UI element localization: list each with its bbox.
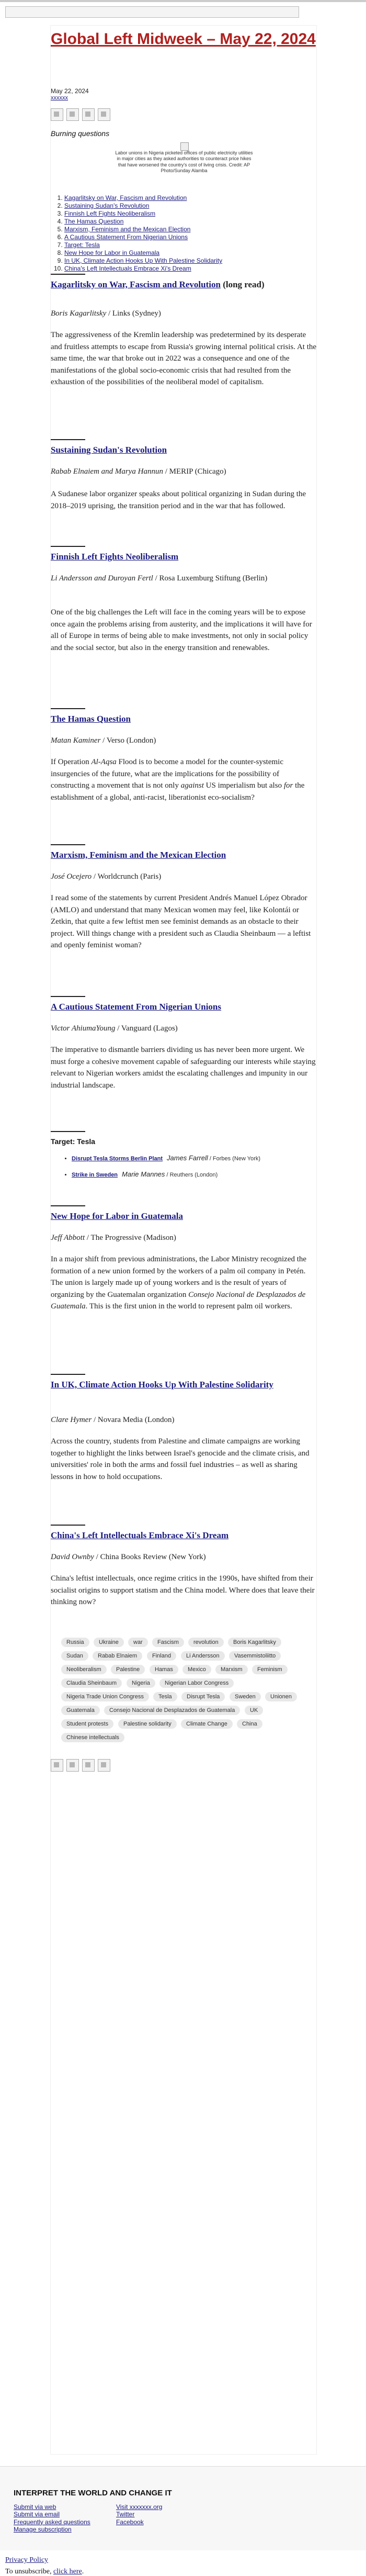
story-title[interactable]: China's Left Intellectuals Embrace Xi's Dream [51,1530,229,1540]
footer-link[interactable]: Facebook [116,2518,144,2526]
target-list [51,1154,337,1186]
target-item: • Disrupt Tesla Storms Berlin Plant James Farrell / Forbes (New York) [72,1154,337,1163]
tag-chip[interactable]: China [237,1719,262,1729]
story-divider [51,1205,85,1206]
tag-chip[interactable]: Ukraine [94,1638,124,1647]
footer-link[interactable]: Submit via email [14,2511,60,2518]
tag-chip[interactable]: Palestine solidarity [118,1719,177,1729]
story-title[interactable]: Kagarlitsky on War, Fascism and Revolution (long read) [51,279,265,289]
tag-chip[interactable]: Mexico [182,1665,211,1674]
story-title[interactable]: In UK, Climate Action Hooks Up With Palestine Solidarity [51,1380,273,1390]
story-byline: Jeff Abbott / The Progressive (Madison) [51,1234,176,1242]
tag-chip[interactable]: revolution [188,1638,224,1647]
story-divider [51,996,85,997]
story-divider [51,1525,85,1526]
story-body: One of the big challenges the Left will face in the coming years will be to expose once again the problems arising from austerity, and the implications it will have for all of Europe in terms of being able to make investments, not only in social policy and the social sector, but also in the energy transition and renewables. [51,608,312,652]
footer [0,2466,366,2550]
footer-link[interactable]: Submit via web [14,2503,56,2511]
story-title[interactable]: New Hope for Labor in Guatemala [51,1211,183,1221]
story-title[interactable]: Sustaining Sudan's Revolution [51,445,167,455]
tag-chip[interactable]: Hamas [150,1665,178,1674]
story-body: The aggressiveness of the Kremlin leadership was predetermined by its desperate and fruitless attempts to escape from Russia's growing internal political crisis. At the same time, the war that broke out in 2022 was a consequence and one of the manifestations of the global socio-economic crisis that had resulted from the exhaustion of the possibilities of the neoliberal model of capitalism. [51,331,317,386]
top-rule [0,0,366,2]
story-title[interactable]: Finnish Left Fights Neoliberalism [51,552,179,562]
preheader-bar [5,6,299,18]
story-byline: Boris Kagarlitsky / Links (Sydney) [51,309,161,318]
footer-link[interactable]: Manage subscription [14,2526,72,2534]
story-body: In a major shift from previous administrations, the Labor Ministry recognized the formation of a new union formed by the workers of a palm oil company in Petén. The union is largely made up of young workers and is the result of years of organizing by the Guatemalan organization Consejo Nacional de Desplazados de Guatemala. This is the first union in the world to represent palm oil workers. [51,1255,307,1311]
hero-image [180,142,189,151]
share-icon-email[interactable] [82,108,95,121]
tag-chip[interactable]: Nigeria Trade Union Congress [61,1692,149,1701]
story-divider [51,708,85,709]
tag-chip[interactable]: Fascism [152,1638,184,1647]
tag-chip[interactable]: Nigerian Labor Congress [159,1678,234,1688]
tag-chip[interactable]: Disrupt Tesla [181,1692,225,1701]
issue-badge-link[interactable]: xxxxxx [51,95,68,101]
issue-date: May 22, 2024 [51,87,89,95]
tag-chip[interactable]: Boris Kagarlitsky [228,1638,281,1647]
target-item: • Strike in Sweden Marie Mannes / Reuthers (London) [72,1170,337,1179]
privacy-policy-link[interactable]: Privacy Policy [5,2556,49,2564]
toc-item[interactable]: 1. Kagarlitsky on War, Fascism and Revolution [64,194,330,202]
toc-item[interactable]: 8. New Hope for Labor in Guatemala [64,249,330,257]
story-byline: David Ownby / China Books Review (New York) [51,1553,206,1561]
unsubscribe-line: To unsubscribe, click here. [5,2568,84,2575]
toc-item[interactable]: 10. China's Left Intellectuals Embrace Xi's Dream [64,265,330,273]
story-byline: Victor AhiumaYoung / Vanguard (Lagos) [51,1024,178,1033]
newsletter-title[interactable]: Global Left Midweek – May 22, 2024 [51,30,316,48]
story-body: I read some of the statements by current President Andrés Manuel López Obrador (AMLO) and understand that many Mexican women may feel, like Kolontái or Zetkin, that quite a few leftist men see feminist demands as an obstacle to their project. Will things change with a president such as Claudia Sheinbaum — a leftist and openly feminist woman? [51,894,311,949]
story-body: Across the country, students from Palestine and climate campaigns are working together to highlight the links between Israel's genocide and the climate crisis, and universities' role in both the arms and fossil fuel industries – as well as sharing lessons in how to hold occupations. [51,1437,310,1481]
toc-item[interactable]: 9. In UK, Climate Action Hooks Up With Palestine Solidarity [64,257,330,265]
footer-link[interactable]: Frequently asked questions [14,2518,90,2526]
story-byline: Clare Hymer / Novara Media (London) [51,1416,175,1424]
share-row-top [51,108,316,121]
share-icon-facebook[interactable] [51,108,63,121]
toc-item[interactable]: 4. The Hamas Question [64,218,330,226]
story-body: A Sudanese labor organizer speaks about political organizing in Sudan during the 2018–2019 uprising, the transition period and in the war that has followed. [51,490,306,510]
tag-chip[interactable]: Sudan [61,1651,88,1661]
story-divider [51,439,85,440]
tag-chip[interactable]: Tesla [153,1692,177,1701]
story-title[interactable]: A Cautious Statement From Nigerian Unions [51,1002,221,1012]
tag-chip[interactable]: Neoliberalism [61,1665,107,1674]
tag-chip[interactable]: Nigeria [127,1678,155,1688]
story-body: If Operation Al-Aqsa Flood is to become a model for the counter-systemic insurgencies of the future, what are the implications for the possibility of constructing a movement that is not only against US imperialism but also for the establishment of a global, anti-racist, liberationist eco-socialism? [51,758,305,802]
target-link[interactable]: Disrupt Tesla Storms Berlin Plant [72,1156,163,1162]
newsletter-card [50,25,317,2455]
tag-chip[interactable]: Consejo Nacional de Desplazados de Guatemala [104,1706,240,1715]
hero-caption: Labor unions in Nigeria picketed offices of public electricity utilities in major cities as they asked authorities to counteract price hikes that have worsened the country's cost of living crisis. Credit: AP Photo/Sunday Alamba [115,150,253,173]
tag-chip[interactable]: UK [245,1706,263,1715]
tag-chip[interactable]: Chinese intellectuals [61,1733,124,1742]
tag-chip[interactable]: Marxism [215,1665,248,1674]
footer-title: INTERPRET THE WORLD AND CHANGE IT [14,2489,172,2497]
tag-chip[interactable]: war [128,1638,148,1647]
target-link[interactable]: Strike in Sweden [72,1171,118,1178]
share-icon-twitter[interactable] [66,108,79,121]
tag-chip[interactable]: Sweden [230,1692,261,1701]
tag-chip[interactable]: Finland [147,1651,176,1661]
share-row-bottom [51,1759,316,1772]
tag-chip[interactable]: Rabab Elnaiem [93,1651,142,1661]
story-byline: Matan Kaminer / Verso (London) [51,736,156,745]
table-of-contents [51,194,330,273]
footer-links-right [116,2503,162,2526]
story-byline: Rabab Elnaiem and Marya Hannun / MERIP (Chicago) [51,467,226,476]
story-divider [51,1374,85,1375]
share-icon-facebook[interactable] [51,1759,63,1772]
story-title[interactable]: Marxism, Feminism and the Mexican Election [51,850,226,860]
target-heading: Target: Tesla [51,1137,96,1146]
footer-link[interactable]: Twitter [116,2511,135,2518]
story-byline: Li Andersson and Duroyan Fertl / Rosa Luxemburg Stiftung (Berlin) [51,574,268,583]
tag-chip[interactable]: Climate Change [181,1719,233,1729]
share-icon-email[interactable] [82,1759,95,1772]
footer-link[interactable]: Visit xxxxxxx.org [116,2503,163,2511]
tag-chip[interactable]: Vasemmistoliitto [229,1651,281,1661]
tag-chip[interactable]: Feminism [252,1665,288,1674]
story-body: China's leftist intellectuals, once regime critics in the 1990s, have shifted from their socialist origins to support statism and the China model. Where does that leave their thinking now? [51,1574,315,1606]
section-heading: Burning questions [51,129,110,138]
story-byline: José Ocejero / Worldcrunch (Paris) [51,872,162,881]
tag-chip[interactable]: Unionen [265,1692,297,1701]
tag-chip[interactable]: Russia [61,1638,89,1647]
toc-item[interactable]: 2. Sustaining Sudan's Revolution [64,202,330,210]
toc-item[interactable]: 6. A Cautious Statement From Nigerian Unions [64,233,330,241]
toc-item[interactable]: 3. Finnish Left Fights Neoliberalism [64,210,330,218]
story-divider [51,274,85,275]
story-divider [51,844,85,845]
story-body: The imperative to dismantle barriers dividing us has never been more urgent. We must forge a cohesive movement capable of safeguarding our interests while staying relevant to Nigerian workers amidst the escalating challenges and impunity in our industrial landscape. [51,1046,316,1090]
unsubscribe-link[interactable]: click here [53,2568,82,2575]
story-divider [51,1131,85,1132]
footer-links-left [14,2503,90,2534]
story-title[interactable]: The Hamas Question [51,714,131,724]
story-divider [51,546,85,547]
tag-chip[interactable]: Student protests [61,1719,113,1729]
toc-item[interactable]: 7. Target: Tesla [64,241,330,249]
share-icon-link[interactable] [98,108,110,121]
toc-item[interactable]: 5. Marxism, Feminism and the Mexican Election [64,226,330,233]
tag-chip[interactable]: Li Andersson [181,1651,225,1661]
tag-chip[interactable]: Guatemala [61,1706,100,1715]
share-icon-twitter[interactable] [66,1759,79,1772]
tag-chip[interactable]: Claudia Sheinbaum [61,1678,122,1688]
tag-chip[interactable]: Palestine [111,1665,145,1674]
share-icon-link[interactable] [98,1759,110,1772]
